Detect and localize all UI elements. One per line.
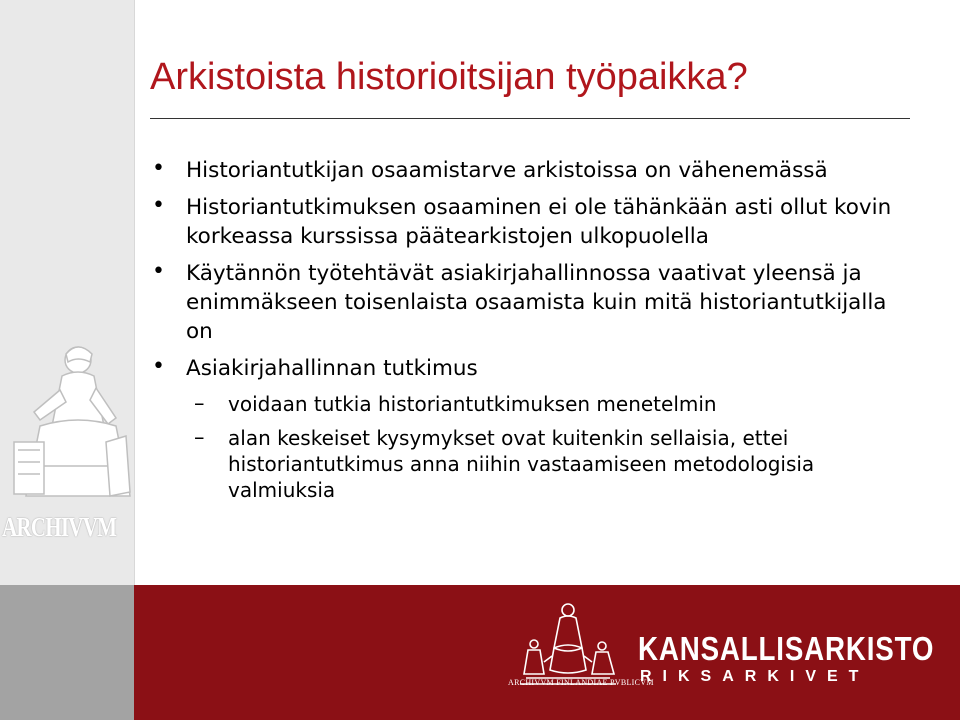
left-decorative-strip	[0, 0, 135, 585]
brand-name: KANSALLISARKISTO	[638, 630, 935, 667]
bullet-dot-icon: •	[152, 193, 165, 218]
bullet-item	[150, 354, 910, 383]
bullet-item	[150, 193, 910, 251]
title-divider	[150, 118, 910, 119]
slide-content	[150, 156, 910, 511]
dash-icon: –	[194, 425, 205, 449]
bullet-dot-icon: •	[152, 259, 165, 284]
bullet-dot-icon: •	[152, 354, 165, 379]
side-logo-text: ARCHIVVM	[2, 512, 117, 542]
kansallisarkisto-emblem-icon	[512, 598, 624, 688]
archivvm-figure-icon	[0, 330, 134, 510]
slide-title: Arkistoista historioitsijan työpaikka?	[150, 56, 748, 98]
footer-gray-block	[0, 585, 134, 720]
bullet-text: Asiakirjahallinnan tutkimus	[186, 356, 478, 381]
sub-bullet-item	[150, 425, 910, 503]
dash-icon: –	[194, 391, 205, 415]
emblem-caption: ARCHIVVM FINLANDIAE PVBLICVM	[508, 678, 654, 687]
sub-bullet-text: voidaan tutkia historiantutkimuksen menetelmin	[228, 392, 717, 416]
bullet-dot-icon: •	[152, 156, 165, 181]
bullet-text: Historiantutkijan osaamistarve arkistoissa on vähenemässä	[186, 158, 828, 183]
bullet-item	[150, 259, 910, 346]
bullet-text: Historiantutkimuksen osaaminen ei ole tähänkään asti ollut kovin korkeassa kurssissa päätearkistojen ulkopuolella	[186, 195, 892, 249]
bullet-text: Käytännön työtehtävät asiakirjahallinnossa vaativat yleensä ja enimmäkseen toisenlaista osaamista kuin mitä historiantutkijalla on	[186, 261, 887, 344]
bullet-item	[150, 156, 910, 185]
sub-bullet-item	[150, 391, 910, 417]
brand-subname: RIKSARKIVET	[640, 668, 870, 685]
sub-bullet-text: alan keskeiset kysymykset ovat kuitenkin sellaisia, ettei historiantutkimus anna niihin vastaamiseen metodologisia valmiuksia	[228, 426, 815, 502]
